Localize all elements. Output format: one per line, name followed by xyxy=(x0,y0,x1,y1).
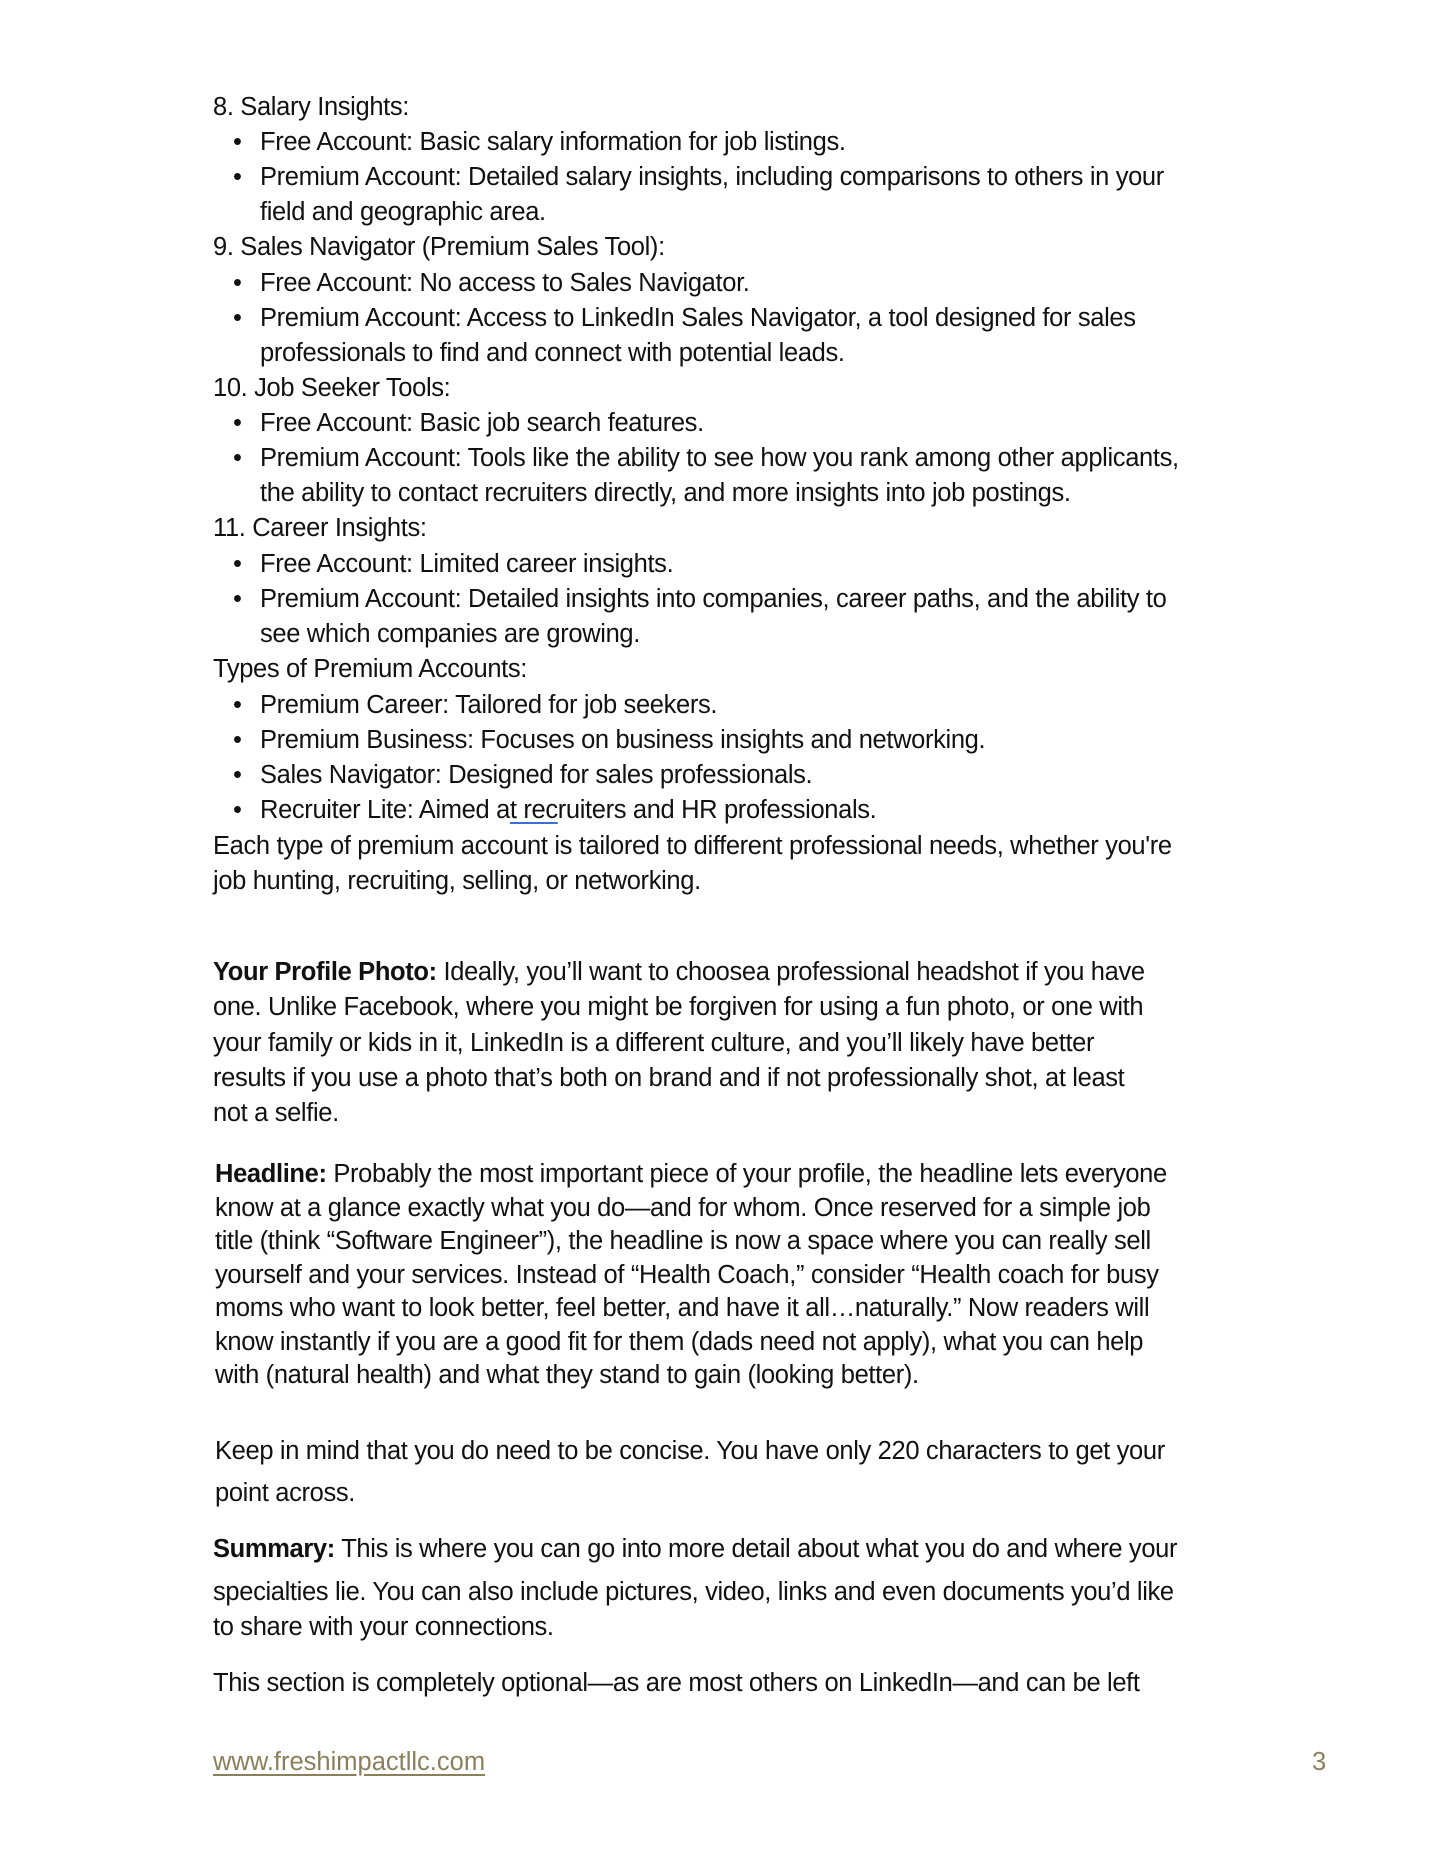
concise-paragraph-line: point across. xyxy=(215,1479,356,1507)
summary-paragraph: Summary: This is where you can go into more detail about what you do and where your xyxy=(213,1535,1178,1563)
paragraph-line: not a selfie. xyxy=(213,1099,339,1127)
types-heading: Types of Premium Accounts: xyxy=(213,655,528,683)
optional-paragraph-line: This section is completely optional—as are most others on LinkedIn—and can be left xyxy=(213,1669,1140,1697)
bullet-icon: • xyxy=(233,726,242,754)
closing-paragraph-line: Each type of premium account is tailored to different professional needs, whether you're xyxy=(213,832,1172,860)
list-item: Free Account: No access to Sales Navigator. xyxy=(260,269,750,297)
list-item-continuation: professionals to find and connect with potential leads. xyxy=(260,339,845,367)
bullet-icon: • xyxy=(233,444,242,472)
bullet-icon: • xyxy=(233,304,242,332)
bullet-icon: • xyxy=(233,128,242,156)
bullet-icon: • xyxy=(233,585,242,613)
paragraph-line: with (natural health) and what they stand to gain (looking better). xyxy=(215,1361,919,1389)
paragraph-line: specialties lie. You can also include pictures, video, links and even documents you’d like xyxy=(213,1578,1174,1606)
list-item-recruiter-lite: Recruiter Lite: Aimed at recruiters and HR professionals. xyxy=(260,796,877,824)
paragraph-line: know instantly if you are a good fit for them (dads need not apply), what you can help xyxy=(215,1328,1144,1356)
paragraph-line: to share with your connections. xyxy=(213,1613,554,1641)
bullet-icon: • xyxy=(233,796,242,824)
headline-paragraph: Headline: Probably the most important piece of your profile, the headline lets everyone xyxy=(215,1160,1167,1188)
page-number: 3 xyxy=(1312,1748,1327,1776)
profile-photo-label: Your Profile Photo: xyxy=(213,958,437,986)
list-item: Sales Navigator: Designed for sales professionals. xyxy=(260,761,813,789)
profile-photo-paragraph: Your Profile Photo: Ideally, you’ll want to choosea professional headshot if you have xyxy=(213,958,1145,986)
summary-label: Summary: xyxy=(213,1535,335,1563)
list-item: Free Account: Basic salary information for job listings. xyxy=(260,128,846,156)
bullet-icon: • xyxy=(233,550,242,578)
section-heading-sales-navigator: 9. Sales Navigator (Premium Sales Tool): xyxy=(213,233,665,261)
list-item-continuation: see which companies are growing. xyxy=(260,620,641,648)
paragraph-line: your family or kids in it, LinkedIn is a different culture, and you’ll likely have better xyxy=(213,1029,1095,1057)
closing-paragraph-line: job hunting, recruiting, selling, or networking. xyxy=(213,867,701,895)
paragraph-line: moms who want to look better, feel better, and have it all…naturally.” Now readers will xyxy=(215,1294,1150,1322)
list-item: Premium Account: Detailed salary insights, including comparisons to others in your xyxy=(260,163,1164,191)
list-item-continuation: the ability to contact recruiters directly, and more insights into job postings. xyxy=(260,479,1071,507)
list-item: Premium Business: Focuses on business insights and networking. xyxy=(260,726,986,754)
section-heading-salary-insights: 8. Salary Insights: xyxy=(213,93,410,121)
list-item: Free Account: Limited career insights. xyxy=(260,550,674,578)
list-item: Premium Account: Access to LinkedIn Sales Navigator, a tool designed for sales xyxy=(260,304,1136,332)
list-item: Premium Career: Tailored for job seekers. xyxy=(260,691,718,719)
bullet-icon: • xyxy=(233,163,242,191)
footer-website-link[interactable]: www.freshimpactllc.com xyxy=(213,1748,486,1776)
grammar-flag[interactable]: t rec xyxy=(509,796,558,824)
paragraph-line: yourself and your services. Instead of “Health Coach,” consider “Health coach for busy xyxy=(215,1261,1159,1289)
section-heading-job-seeker-tools: 10. Job Seeker Tools: xyxy=(213,374,451,402)
section-heading-career-insights: 11. Career Insights: xyxy=(213,514,427,542)
headline-label: Headline: xyxy=(215,1160,327,1188)
concise-paragraph-line: Keep in mind that you do need to be concise. You have only 220 characters to get your xyxy=(215,1437,1165,1465)
paragraph-line: know at a glance exactly what you do—and for whom. Once reserved for a simple job xyxy=(215,1194,1151,1222)
list-item: Premium Account: Detailed insights into companies, career paths, and the ability to xyxy=(260,585,1167,613)
bullet-icon: • xyxy=(233,691,242,719)
paragraph-line: results if you use a photo that’s both on brand and if not professionally shot, at least xyxy=(213,1064,1125,1092)
paragraph-line: title (think “Software Engineer”), the headline is now a space where you can really sell xyxy=(215,1227,1151,1255)
list-item: Premium Account: Tools like the ability to see how you rank among other applicants, xyxy=(260,444,1179,472)
list-item: Free Account: Basic job search features. xyxy=(260,409,704,437)
bullet-icon: • xyxy=(233,761,242,789)
bullet-icon: • xyxy=(233,269,242,297)
bullet-icon: • xyxy=(233,409,242,437)
list-item-continuation: field and geographic area. xyxy=(260,198,546,226)
paragraph-line: one. Unlike Facebook, where you might be forgiven for using a fun photo, or one with xyxy=(213,993,1144,1021)
